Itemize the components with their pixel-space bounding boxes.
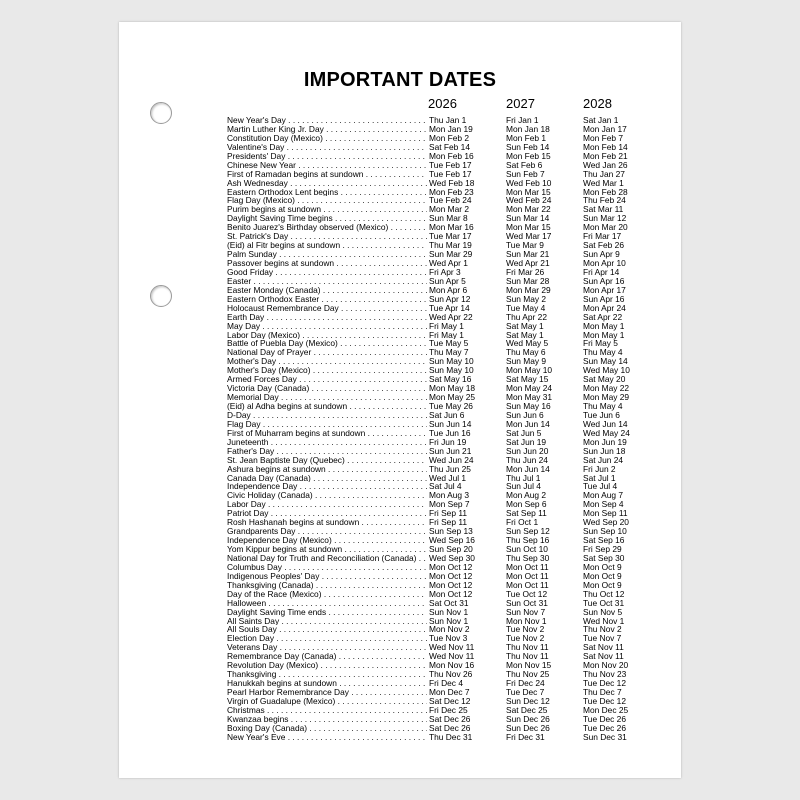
- date-col-1: Tue Feb 17: [428, 161, 505, 170]
- holiday-name: Presidents' Day . . .: [227, 152, 427, 161]
- date-col-1: Mon Feb 2: [428, 134, 505, 143]
- holiday-name: Independence Day . . .: [227, 482, 427, 491]
- holiday-name: Palm Sunday . . .: [227, 250, 427, 259]
- date-col-3: Mon Jun 19: [583, 436, 627, 447]
- date-col-1: Sun Mar 29: [428, 250, 505, 259]
- date-col-2: Sun Feb 7: [506, 168, 545, 179]
- date-col-1: Mon May 25: [428, 393, 505, 402]
- holiday-name: (Eid) al Fitr begins at sundown . . .: [227, 241, 427, 250]
- date-col-3: Wed Mar 1: [583, 177, 624, 188]
- date-col-1: Wed Jul 1: [428, 474, 505, 483]
- date-col-1: Mon May 18: [428, 384, 505, 393]
- date-col-1: Fri Dec 4: [428, 679, 505, 688]
- date-col-3: Mon Apr 24: [583, 302, 626, 313]
- holiday-name: (Eid) al Adha begins at sundown . . .: [227, 402, 427, 411]
- date-col-3: Wed Jan 26: [583, 159, 628, 170]
- date-col-3: Mon Oct 9: [583, 570, 622, 581]
- holiday-name: Flag Day (Mexico) . . .: [227, 196, 427, 205]
- date-col-3: Tue Jul 4: [583, 481, 618, 492]
- date-col-2: Sun Oct 31: [506, 597, 548, 608]
- date-col-2: Sun Mar 28: [506, 275, 550, 286]
- date-col-1: Tue Feb 24: [428, 196, 505, 205]
- holiday-name: Christmas . . .: [227, 706, 427, 715]
- holiday-name: Pearl Harbor Remembrance Day . . .: [227, 688, 427, 697]
- date-col-3: Sat Nov 11: [583, 651, 624, 662]
- date-col-1: Fri May 1: [428, 322, 505, 331]
- date-col-3: Sat Jan 1: [583, 115, 619, 125]
- date-col-1: Sun Apr 12: [428, 295, 505, 304]
- date-col-2: Sun May 16: [506, 401, 551, 411]
- date-col-1: Sun May 10: [428, 366, 505, 375]
- holiday-name: Memorial Day . . .: [227, 393, 427, 402]
- date-col-1: Sat Dec 26: [428, 715, 505, 724]
- date-col-3: Fri Mar 17: [583, 231, 622, 242]
- date-col-2: Mon Jan 18: [506, 123, 550, 134]
- date-col-3: Mon May 22: [583, 383, 630, 394]
- date-col-1: Sun Sep 13: [428, 527, 505, 536]
- holiday-name: Father's Day . . .: [227, 447, 427, 456]
- date-col-1: Mon Feb 23: [428, 188, 505, 197]
- date-col-1: Sat Jun 6: [428, 411, 505, 420]
- date-col-3: Mon May 29: [583, 392, 630, 403]
- holiday-name: Purim begins at sundown . . .: [227, 205, 427, 214]
- date-col-2: Mon Jun 14: [506, 463, 550, 474]
- holiday-name: Victoria Day (Canada) . . .: [227, 384, 427, 393]
- holiday-name: National Day for Truth and Reconciliation (Canada) . . .: [227, 554, 427, 563]
- date-col-3: Tue Dec 12: [583, 678, 626, 689]
- holiday-name: Remembrance Day (Canada) . . .: [227, 652, 427, 661]
- date-col-2: Sun Dec 12: [506, 695, 550, 706]
- date-col-2: Sat May 1: [506, 329, 544, 340]
- date-col-1: Sat Dec 12: [428, 697, 505, 706]
- date-col-2: Tue Nov 2: [506, 633, 545, 644]
- date-col-1: Thu Jun 25: [428, 465, 505, 474]
- date-col-3: Fri May 5: [583, 338, 618, 349]
- date-col-3: Mon Dec 25: [583, 704, 629, 715]
- date-col-3: Fri Jun 2: [583, 463, 616, 474]
- holiday-name: D-Day . . .: [227, 411, 427, 420]
- holiday-name: Juneteenth . . .: [227, 438, 427, 447]
- holiday-name: May Day . . .: [227, 322, 427, 331]
- date-col-1: Sun Sep 20: [428, 545, 505, 554]
- date-col-2: Wed May 5: [506, 338, 549, 349]
- date-col-2: Sun Jun 20: [506, 445, 549, 456]
- holiday-name: First of Ramadan begins at sundown . . .: [227, 170, 427, 179]
- date-col-1: Wed Feb 18: [428, 179, 505, 188]
- date-col-1: Tue May 26: [428, 402, 505, 411]
- date-col-1: Fri Dec 25: [428, 706, 505, 715]
- date-col-1: Wed Apr 1: [428, 259, 505, 268]
- date-col-1: Sat Oct 31: [428, 599, 505, 608]
- date-col-2: Thu Apr 22: [506, 311, 547, 322]
- date-col-1: Sun May 10: [428, 357, 505, 366]
- date-col-1: Wed Apr 22: [428, 313, 505, 322]
- date-col-2: Fri Mar 26: [506, 266, 545, 277]
- date-col-2: Fri Dec 31: [506, 731, 545, 742]
- holiday-name: Easter . . .: [227, 277, 427, 286]
- holiday-name: Election Day . . .: [227, 634, 427, 643]
- holiday-name: Yom Kippur begins at sundown . . .: [227, 545, 427, 554]
- date-col-2: Tue Dec 7: [506, 687, 545, 697]
- date-col-1: Tue Apr 14: [428, 304, 505, 313]
- holiday-name: Flag Day . . .: [227, 420, 427, 429]
- punch-hole-bottom: [150, 285, 172, 307]
- date-col-3: Sat Feb 26: [583, 240, 624, 251]
- date-col-2: Mon Nov 1: [506, 615, 547, 626]
- date-col-2: Mon May 31: [506, 392, 553, 403]
- holiday-name: Canada Day (Canada) . . .: [227, 474, 427, 483]
- date-col-1: Mon Oct 12: [428, 563, 505, 572]
- date-col-2: Sun Feb 14: [506, 141, 550, 152]
- date-col-2: Sun Dec 26: [506, 713, 550, 724]
- date-col-3: Mon Aug 7: [583, 490, 624, 501]
- date-col-3: Mon Oct 9: [583, 579, 622, 590]
- date-col-3: Sat Sep 30: [583, 552, 625, 563]
- date-col-3: Sat Jun 24: [583, 454, 624, 465]
- date-col-1: Tue May 5: [428, 339, 505, 348]
- date-col-3: Tue Jun 6: [583, 409, 620, 420]
- date-col-1: Fri May 1: [428, 331, 505, 340]
- date-col-3: Sat Jul 1: [583, 472, 616, 483]
- holiday-name: Thanksgiving . . .: [227, 670, 427, 679]
- date-col-2: Mon Mar 15: [506, 222, 551, 233]
- holiday-name: Armed Forces Day . . .: [227, 375, 427, 384]
- date-col-2: Tue Nov 2: [506, 624, 545, 635]
- date-col-2: Thu Jul 1: [506, 472, 541, 483]
- date-col-1: Fri Jun 19: [428, 438, 505, 447]
- date-col-3: Wed Nov 1: [583, 615, 625, 626]
- date-col-2: Sun May 2: [506, 293, 547, 304]
- date-col-1: Sun Mar 8: [428, 214, 505, 223]
- date-col-2: Fri Jan 1: [506, 115, 539, 125]
- date-col-3: Sat May 20: [583, 374, 626, 385]
- date-col-2: Sun Mar 14: [506, 213, 550, 224]
- date-col-3: Sun Apr 16: [583, 275, 625, 286]
- date-col-2: Wed Apr 21: [506, 258, 550, 268]
- holiday-name: Halloween . . .: [227, 599, 427, 608]
- holiday-name: Boxing Day (Canada) . . .: [227, 724, 427, 733]
- holiday-name: Columbus Day . . .: [227, 563, 427, 572]
- date-col-2: Wed Feb 10: [506, 177, 552, 188]
- date-col-2: Mon Aug 2: [506, 490, 547, 501]
- date-col-1: Thu Mar 19: [428, 241, 505, 250]
- date-col-1: Wed Nov 11: [428, 643, 505, 652]
- holiday-name: Mother's Day (Mexico) . . .: [227, 366, 427, 375]
- date-col-3: Sun Mar 12: [583, 213, 627, 224]
- date-col-3: Mon Mar 20: [583, 222, 628, 233]
- date-col-1: Mon Aug 3: [428, 491, 505, 500]
- date-col-2: Sat Feb 6: [506, 159, 543, 170]
- date-col-3: Mon Nov 20: [583, 660, 629, 671]
- date-col-2: Thu Nov 11: [506, 651, 549, 662]
- date-col-1: Fri Apr 3: [428, 268, 505, 277]
- date-col-1: Thu Jan 1: [428, 116, 505, 125]
- holiday-name: Mother's Day . . .: [227, 357, 427, 366]
- date-col-2: Thu May 6: [506, 347, 546, 358]
- date-col-3: Sun Dec 31: [583, 731, 627, 742]
- date-col-1: Mon Nov 16: [428, 661, 505, 670]
- holiday-name: Labor Day . . .: [227, 500, 427, 509]
- date-col-2: Sat Sep 11: [506, 508, 547, 519]
- date-col-3: Fri Sep 29: [583, 544, 622, 554]
- date-col-2: Tue Oct 12: [506, 588, 548, 599]
- holiday-name: Day of the Race (Mexico) . . .: [227, 590, 427, 599]
- date-col-3: Sun Nov 5: [583, 606, 623, 617]
- date-col-3: Thu Nov 23: [583, 669, 627, 680]
- holiday-name: Earth Day . . .: [227, 313, 427, 322]
- holiday-name: Civic Holiday (Canada) . . .: [227, 491, 427, 500]
- date-col-2: Wed Mar 17: [506, 231, 552, 242]
- holiday-name: Grandparents Day . . .: [227, 527, 427, 536]
- date-col-3: Mon May 1: [583, 329, 625, 340]
- date-col-2: Wed Feb 24: [506, 195, 552, 206]
- holiday-name: Constitution Day (Mexico) . . .: [227, 134, 427, 143]
- date-col-3: Mon Feb 7: [583, 132, 624, 143]
- date-col-2: Mon Oct 11: [506, 570, 549, 581]
- year-header-2: 2027: [506, 96, 535, 111]
- date-col-1: Mon Dec 7: [428, 688, 505, 697]
- date-col-1: Tue Mar 17: [428, 232, 505, 241]
- holiday-name: Independence Day (Mexico) . . .: [227, 536, 427, 545]
- date-col-3: Thu Oct 12: [583, 588, 625, 599]
- date-col-3: Sun Sep 10: [583, 526, 627, 537]
- date-col-3: Thu Jan 27: [583, 168, 625, 179]
- date-col-2: Sun Oct 10: [506, 544, 548, 554]
- date-col-1: Sat Feb 14: [428, 143, 505, 152]
- date-col-2: Mon Nov 15: [506, 660, 552, 671]
- holiday-name: Passover begins at sundown . . .: [227, 259, 427, 268]
- date-col-3: Tue Oct 31: [583, 597, 625, 608]
- holiday-name: Easter Monday (Canada) . . .: [227, 286, 427, 295]
- holiday-name: Rosh Hashanah begins at sundown . . .: [227, 518, 427, 527]
- date-col-3: Mon Feb 14: [583, 141, 628, 152]
- date-col-2: Mon Feb 15: [506, 150, 551, 161]
- holiday-name: Indigenous Peoples' Day . . .: [227, 572, 427, 581]
- date-col-3: Mon Jan 17: [583, 123, 627, 134]
- date-col-1: Mon Oct 12: [428, 590, 505, 599]
- date-col-3: Tue Dec 26: [583, 722, 626, 733]
- holiday-name: Daylight Saving Time ends . . .: [227, 608, 427, 617]
- date-col-1: Wed Nov 11: [428, 652, 505, 661]
- date-col-1: Sun Jun 21: [428, 447, 505, 456]
- date-col-2: Sat Jun 19: [506, 436, 547, 447]
- date-col-2: Sun Dec 26: [506, 722, 550, 733]
- date-col-3: Thu Dec 7: [583, 687, 622, 697]
- date-col-3: Sun Apr 16: [583, 293, 625, 304]
- holiday-name: Chinese New Year . . .: [227, 161, 427, 170]
- date-col-1: Sat May 16: [428, 375, 505, 384]
- date-col-3: Mon Sep 11: [583, 508, 628, 519]
- date-col-2: Sun May 9: [506, 356, 547, 367]
- date-col-1: Thu Dec 31: [428, 733, 505, 742]
- punch-hole-top: [150, 102, 172, 124]
- date-col-1: Mon Nov 2: [428, 625, 505, 634]
- holiday-name: Martin Luther King Jr. Day . . .: [227, 125, 427, 134]
- date-col-3: Wed Sep 20: [583, 517, 629, 528]
- holiday-name: All Souls Day . . .: [227, 625, 427, 634]
- holiday-name: New Year's Day . . .: [227, 116, 427, 125]
- date-col-2: Thu Sep 30: [506, 552, 550, 563]
- date-col-2: Thu Nov 25: [506, 669, 550, 680]
- holiday-name: Eastern Orthodox Easter . . .: [227, 295, 427, 304]
- date-col-2: Tue Mar 9: [506, 240, 544, 251]
- date-col-3: Thu May 4: [583, 347, 623, 358]
- date-col-3: Thu Feb 24: [583, 195, 626, 206]
- date-col-1: Mon Oct 12: [428, 581, 505, 590]
- date-col-3: Tue Nov 7: [583, 633, 622, 644]
- holiday-name: Patriot Day . . .: [227, 509, 427, 518]
- date-col-1: Sun Apr 5: [428, 277, 505, 286]
- date-col-2: Sun Jun 6: [506, 409, 544, 420]
- date-col-2: Sat May 15: [506, 374, 549, 385]
- date-col-2: Mon May 24: [506, 383, 553, 394]
- date-col-1: Sun Nov 1: [428, 608, 505, 617]
- date-col-2: Sun Sep 12: [506, 526, 550, 537]
- date-col-2: Sat May 1: [506, 320, 544, 331]
- date-col-3: Sun May 14: [583, 356, 628, 367]
- date-col-1: Mon Apr 6: [428, 286, 505, 295]
- holiday-name: Virgin of Guadalupe (Mexico) . . .: [227, 697, 427, 706]
- date-col-1: Thu May 7: [428, 348, 505, 357]
- date-col-1: Tue Jun 16: [428, 429, 505, 438]
- date-col-3: Mon May 1: [583, 320, 625, 331]
- date-col-2: Mon May 10: [506, 365, 553, 376]
- date-col-2: Sun Nov 7: [506, 606, 546, 617]
- date-col-3: Fri Apr 14: [583, 266, 620, 277]
- holiday-name: New Year's Eve . . .: [227, 733, 427, 742]
- holiday-name: Labor Day (Mexico) . . .: [227, 331, 427, 340]
- date-col-1: Mon Sep 7: [428, 500, 505, 509]
- date-col-2: Thu Nov 11: [506, 642, 549, 653]
- date-col-2: Mon Sep 6: [506, 499, 547, 510]
- date-col-2: Mon Oct 11: [506, 561, 549, 572]
- date-col-1: Sat Dec 26: [428, 724, 505, 733]
- date-col-1: Sun Nov 1: [428, 617, 505, 626]
- date-col-1: Thu Nov 26: [428, 670, 505, 679]
- holiday-name: St. Patrick's Day . . .: [227, 232, 427, 241]
- date-col-1: Sat Jul 4: [428, 482, 505, 491]
- date-col-3: Tue Dec 12: [583, 695, 626, 706]
- date-col-3: Mon Oct 9: [583, 561, 622, 572]
- holiday-name: Eastern Orthodox Lent begins . . .: [227, 188, 427, 197]
- holiday-name: National Day of Prayer . . .: [227, 348, 427, 357]
- holiday-name: All Saints Day . . .: [227, 617, 427, 626]
- date-col-2: Sun Jul 4: [506, 481, 541, 492]
- table-row: [227, 733, 647, 742]
- holiday-name: Holocaust Remembrance Day . . .: [227, 304, 427, 313]
- date-col-1: Tue Nov 3: [428, 634, 505, 643]
- dates-table: [227, 116, 647, 742]
- date-col-2: Mon Oct 11: [506, 579, 549, 590]
- date-col-2: Mon Feb 1: [506, 132, 547, 143]
- date-col-2: Mon Jun 14: [506, 418, 550, 429]
- date-col-3: Sun Apr 9: [583, 249, 620, 260]
- date-col-3: Wed May 10: [583, 365, 630, 376]
- date-col-2: Sat Jun 5: [506, 427, 542, 438]
- date-col-3: Sun Jun 18: [583, 445, 626, 456]
- date-col-1: Mon Jan 19: [428, 125, 505, 134]
- date-col-1: Mon Feb 16: [428, 152, 505, 161]
- holiday-name: Benito Juarez's Birthday observed (Mexico) . . .: [227, 223, 427, 232]
- holiday-name: First of Muharram begins at sundown . . .: [227, 429, 427, 438]
- page-title: IMPORTANT DATES: [303, 69, 497, 91]
- date-col-1: Wed Jun 24: [428, 456, 505, 465]
- date-col-3: Mon Sep 4: [583, 499, 624, 510]
- date-col-3: Sat Mar 11: [583, 204, 624, 215]
- date-col-2: Sat Dec 25: [506, 704, 548, 715]
- date-col-1: Sun Jun 14: [428, 420, 505, 429]
- year-header-1: 2026: [428, 96, 457, 111]
- date-col-1: Wed Sep 30: [428, 554, 505, 563]
- holiday-name: Thanksgiving (Canada) . . .: [227, 581, 427, 590]
- date-col-3: Sat Sep 16: [583, 535, 625, 546]
- holiday-name: Revolution Day (Mexico) . . .: [227, 661, 427, 670]
- date-col-1: Mon Mar 2: [428, 205, 505, 214]
- date-col-3: Mon Feb 21: [583, 150, 628, 161]
- date-col-2: Fri Oct 1: [506, 517, 539, 528]
- holiday-name: Daylight Saving Time begins . . .: [227, 214, 427, 223]
- date-col-2: Mon Mar 22: [506, 204, 551, 215]
- date-col-3: Tue Dec 26: [583, 713, 626, 724]
- holiday-name: Hanukkah begins at sundown . . .: [227, 679, 427, 688]
- date-col-2: Thu Jun 24: [506, 454, 548, 465]
- holiday-name: Veterans Day . . .: [227, 643, 427, 652]
- date-col-3: Wed May 24: [583, 427, 630, 438]
- holiday-name: Kwanzaa begins . . .: [227, 715, 427, 724]
- date-col-3: Thu May 4: [583, 401, 623, 411]
- date-col-3: Thu Nov 2: [583, 624, 622, 635]
- date-col-2: Mon Mar 15: [506, 186, 551, 197]
- date-col-2: Sun Mar 21: [506, 249, 550, 260]
- date-col-1: Wed Sep 16: [428, 536, 505, 545]
- date-col-1: Fri Sep 11: [428, 518, 505, 527]
- date-col-3: Mon Feb 28: [583, 186, 628, 197]
- holiday-name: Battle of Puebla Day (Mexico) . . .: [227, 339, 427, 348]
- date-col-2: Fri Dec 24: [506, 678, 545, 689]
- holiday-name: St. Jean Baptiste Day (Quebec) . . .: [227, 456, 427, 465]
- holiday-name: Ashura begins at sundown . . .: [227, 465, 427, 474]
- date-col-1: Mon Oct 12: [428, 572, 505, 581]
- date-col-1: Tue Feb 17: [428, 170, 505, 179]
- date-col-3: Sat Apr 22: [583, 311, 623, 322]
- holiday-name: Valentine's Day . . .: [227, 143, 427, 152]
- date-col-3: Mon Apr 10: [583, 258, 626, 268]
- date-col-1: Mon Mar 16: [428, 223, 505, 232]
- date-col-3: Wed Jun 14: [583, 418, 628, 429]
- holiday-name: Good Friday . . .: [227, 268, 427, 277]
- date-col-2: Thu Sep 16: [506, 535, 550, 546]
- holiday-name: Ash Wednesday . . .: [227, 179, 427, 188]
- date-col-3: Mon Apr 17: [583, 284, 626, 295]
- calendar-page: [119, 22, 681, 778]
- year-header-3: 2028: [583, 96, 612, 111]
- date-col-2: Tue May 4: [506, 302, 546, 313]
- date-col-3: Sat Nov 11: [583, 642, 624, 653]
- date-col-1: Fri Sep 11: [428, 509, 505, 518]
- date-col-2: Mon Mar 29: [506, 284, 551, 295]
